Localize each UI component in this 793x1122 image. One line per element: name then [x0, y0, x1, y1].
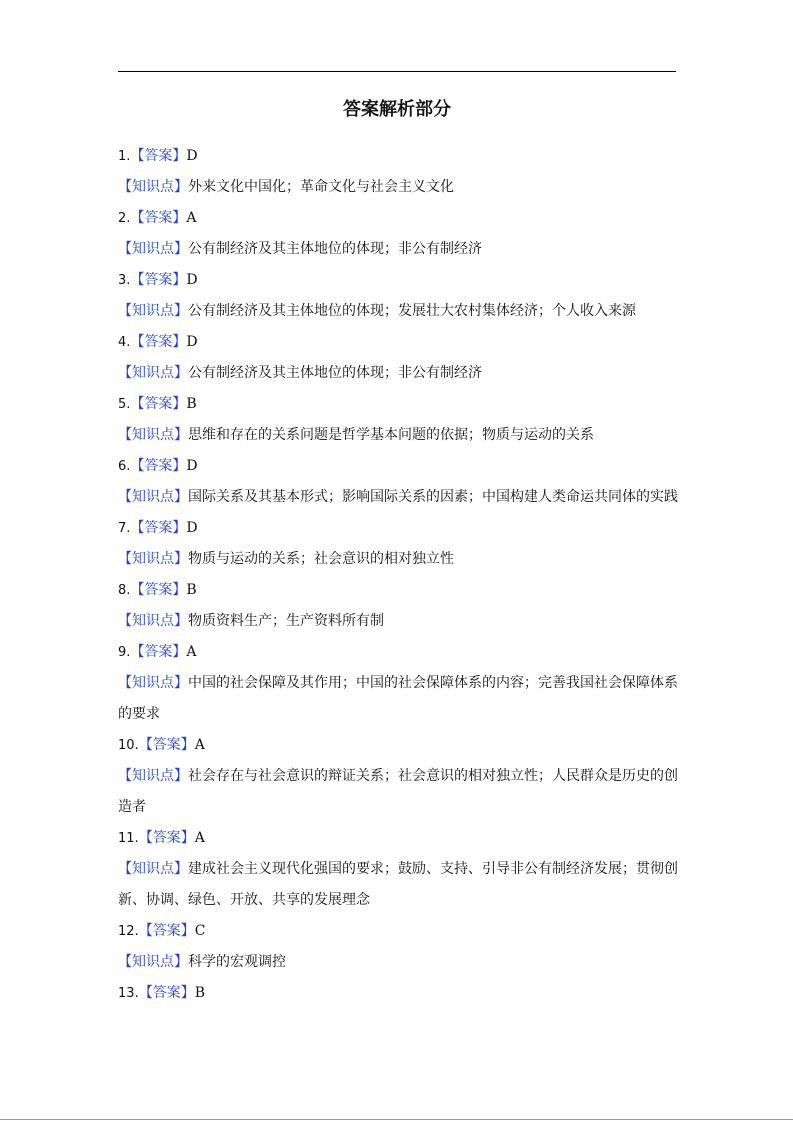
- knowledge-line: [118, 544, 678, 575]
- knowledge-text: 造者: [118, 799, 146, 815]
- question-number: 7: [118, 521, 127, 536]
- number-dot: .: [126, 335, 131, 350]
- answer-value: D: [186, 520, 198, 536]
- answer-value: D: [186, 272, 198, 288]
- knowledge-text: 公有制经济及其主体地位的体现；发展壮大农村集体经济；个人收入来源: [188, 303, 636, 319]
- knowledge-tag: 【知识点】: [118, 179, 188, 195]
- answer-line: [118, 327, 678, 358]
- answer-line: [118, 978, 678, 1009]
- question-number: 11: [118, 831, 135, 846]
- answer-tag: 【答案】: [130, 458, 187, 474]
- knowledge-text: 物质与运动的关系；社会意识的相对独立性: [188, 551, 454, 567]
- knowledge-text: 社会存在与社会意识的辩证关系；社会意识的相对独立性；人民群众是历史的创: [188, 768, 678, 784]
- answer-line: [118, 730, 678, 761]
- knowledge-tag: 【知识点】: [118, 303, 188, 319]
- knowledge-text: 国际关系及其基本形式；影响国际关系的因素；中国构建人类命运共同体的实践: [188, 489, 678, 505]
- answer-tag: 【答案】: [130, 582, 187, 598]
- knowledge-text: 中国的社会保障及其作用；中国的社会保障体系的内容；完善我国社会保障体系: [188, 675, 678, 691]
- answer-list: [118, 141, 678, 1009]
- answer-tag: 【答案】: [130, 644, 187, 660]
- knowledge-tag: 【知识点】: [118, 427, 188, 443]
- answer-line: [118, 916, 678, 947]
- knowledge-tag: 【知识点】: [118, 954, 188, 970]
- answer-tag: 【答案】: [130, 396, 187, 412]
- knowledge-line: [118, 172, 678, 203]
- answer-line: [118, 389, 678, 420]
- answer-line: [118, 513, 678, 544]
- answer-line: [118, 265, 678, 296]
- knowledge-text: 物质资料生产；生产资料所有制: [188, 613, 384, 629]
- knowledge-tag: 【知识点】: [118, 861, 188, 877]
- knowledge-text: 的要求: [118, 706, 160, 722]
- knowledge-line-continued: [118, 792, 678, 823]
- number-dot: .: [126, 459, 131, 474]
- answer-tag: 【答案】: [130, 148, 187, 164]
- knowledge-line: [118, 606, 678, 637]
- answer-tag: 【答案】: [138, 737, 195, 753]
- knowledge-text: 公有制经济及其主体地位的体现；非公有制经济: [188, 241, 482, 257]
- page-bottom-edge: [0, 1119, 793, 1120]
- knowledge-line: [118, 358, 678, 389]
- number-dot: .: [126, 273, 131, 288]
- answer-tag: 【答案】: [138, 923, 195, 939]
- number-dot: .: [134, 924, 139, 939]
- knowledge-text: 科学的宏观调控: [188, 954, 286, 970]
- question-number: 13: [118, 986, 135, 1001]
- number-dot: .: [126, 149, 131, 164]
- knowledge-text: 公有制经济及其主体地位的体现；非公有制经济: [188, 365, 482, 381]
- knowledge-tag: 【知识点】: [118, 365, 188, 381]
- number-dot: .: [126, 583, 131, 598]
- answer-value: C: [194, 923, 206, 939]
- knowledge-text: 思维和存在的关系问题是哲学基本问题的依据；物质与运动的关系: [188, 427, 594, 443]
- question-number: 5: [118, 397, 127, 412]
- number-dot: .: [126, 397, 131, 412]
- answer-tag: 【答案】: [130, 520, 187, 536]
- answer-value: A: [194, 830, 205, 846]
- question-number: 4: [118, 335, 127, 350]
- answer-line: [118, 141, 678, 172]
- number-dot: .: [126, 521, 131, 536]
- page-title: 答案解析部分: [343, 99, 451, 120]
- question-number: 2: [118, 211, 127, 226]
- header-rule: [118, 71, 676, 72]
- knowledge-tag: 【知识点】: [118, 241, 188, 257]
- answer-line: [118, 823, 678, 854]
- number-dot: .: [134, 986, 139, 1001]
- number-dot: .: [126, 211, 131, 226]
- question-number: 6: [118, 459, 127, 474]
- answer-tag: 【答案】: [138, 985, 195, 1001]
- question-number: 9: [118, 645, 127, 660]
- knowledge-line: [118, 947, 678, 978]
- number-dot: .: [126, 645, 131, 660]
- knowledge-tag: 【知识点】: [118, 613, 188, 629]
- knowledge-line: [118, 668, 678, 699]
- knowledge-text: 外来文化中国化；革命文化与社会主义文化: [188, 179, 454, 195]
- answer-tag: 【答案】: [130, 210, 187, 226]
- knowledge-line: [118, 234, 678, 265]
- answer-value: A: [186, 644, 197, 660]
- knowledge-tag: 【知识点】: [118, 768, 188, 784]
- knowledge-tag: 【知识点】: [118, 675, 188, 691]
- answer-value: B: [186, 582, 197, 598]
- answer-value: A: [194, 737, 205, 753]
- number-dot: .: [134, 831, 139, 846]
- knowledge-line: [118, 482, 678, 513]
- question-number: 10: [118, 738, 135, 753]
- answer-tag: 【答案】: [138, 830, 195, 846]
- knowledge-text: 建成社会主义现代化强国的要求；鼓励、支持、引导非公有制经济发展；贯彻创: [188, 861, 678, 877]
- answer-line: [118, 451, 678, 482]
- knowledge-tag: 【知识点】: [118, 551, 188, 567]
- question-number: 12: [118, 924, 135, 939]
- answer-line: [118, 575, 678, 606]
- answer-line: [118, 637, 678, 668]
- answer-value: D: [186, 458, 198, 474]
- question-number: 3: [118, 273, 127, 288]
- answer-tag: 【答案】: [130, 334, 187, 350]
- knowledge-text: 新、协调、绿色、开放、共享的发展理念: [118, 892, 370, 908]
- number-dot: .: [134, 738, 139, 753]
- knowledge-line: [118, 420, 678, 451]
- question-number: 1: [118, 149, 127, 164]
- answer-value: A: [186, 210, 197, 226]
- knowledge-line-continued: [118, 699, 678, 730]
- answer-line: [118, 203, 678, 234]
- answer-value: D: [186, 148, 198, 164]
- answer-value: D: [186, 334, 198, 350]
- knowledge-tag: 【知识点】: [118, 489, 188, 505]
- answer-value: B: [194, 985, 205, 1001]
- answer-tag: 【答案】: [130, 272, 187, 288]
- question-number: 8: [118, 583, 127, 598]
- knowledge-line: [118, 761, 678, 792]
- answer-value: B: [186, 396, 197, 412]
- knowledge-line-continued: [118, 885, 678, 916]
- knowledge-line: [118, 296, 678, 327]
- knowledge-line: [118, 854, 678, 885]
